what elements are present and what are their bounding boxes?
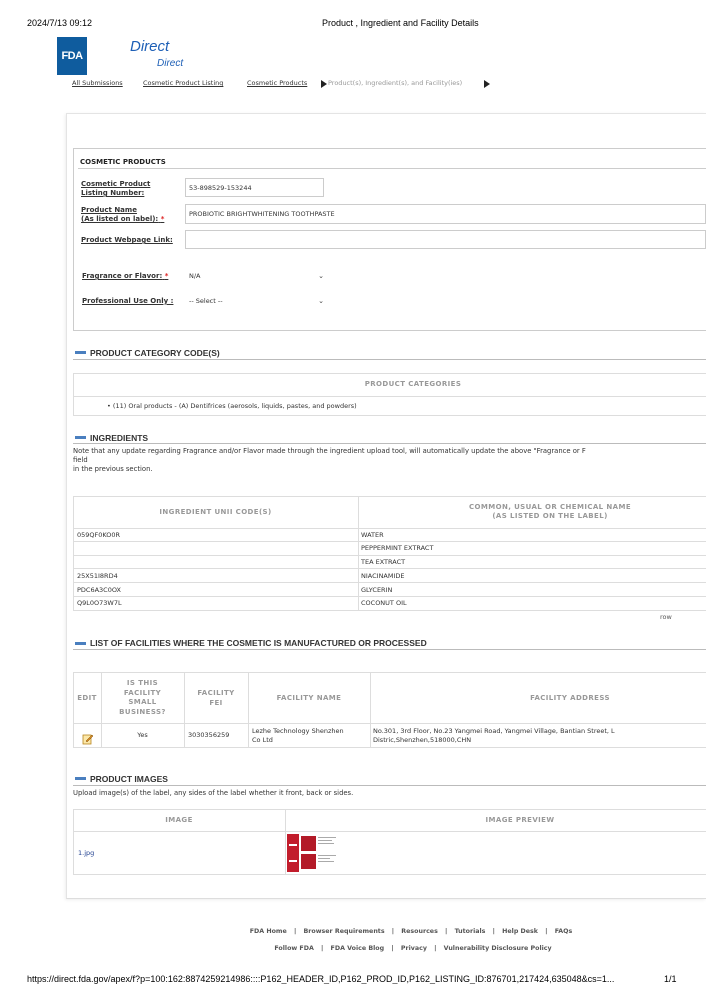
category-item: • (11) Oral products - (A) Dentifrices (aerosols, liquids, pastes, and powders) bbox=[107, 402, 357, 410]
ingredients-note-line2: field bbox=[73, 456, 88, 464]
chevron-down-icon: ⌄ bbox=[318, 272, 324, 280]
images-section-title: PRODUCT IMAGES bbox=[90, 774, 168, 784]
footer-link-faqs[interactable]: FAQs bbox=[554, 928, 573, 935]
edit-icon bbox=[82, 733, 94, 745]
footer-separator: | bbox=[321, 945, 324, 952]
facilities-name-header: FACILITY NAME bbox=[276, 694, 342, 702]
listing-number-label-line2: Listing Number: bbox=[81, 189, 145, 197]
images-header-divider bbox=[73, 831, 706, 832]
ingredient-row-divider bbox=[73, 596, 706, 597]
ingredient-unii: 25X51I8RD4 bbox=[77, 572, 118, 580]
facility-name-line2: Co Ltd bbox=[252, 736, 273, 744]
category-section-rule bbox=[73, 359, 706, 360]
image-file-link[interactable]: 1.jpg bbox=[78, 849, 95, 857]
ingredient-name: COCONUT OIL bbox=[361, 599, 407, 607]
fei-header-line1: FACILITY bbox=[197, 689, 235, 697]
facility-name-line1: Lezhe Technology Shenzhen bbox=[252, 727, 344, 735]
product-name-label-line2: (As listed on label): bbox=[81, 215, 159, 223]
footer-link-browser-requirements[interactable]: Browser Requirements bbox=[303, 928, 385, 935]
webpage-link-field[interactable] bbox=[185, 230, 706, 249]
ingredients-note-line1: Note that any update regarding Fragrance and/or Flavor made through the ingredient upload tool, will automatically update the above "Fragrance or F bbox=[73, 447, 586, 455]
ingredient-row-divider bbox=[73, 541, 706, 542]
facilities-col-divider bbox=[184, 672, 185, 748]
breadcrumb-cosmetic-products[interactable]: Cosmetic Products bbox=[247, 79, 308, 87]
footer-link-fda-home[interactable]: FDA Home bbox=[249, 928, 287, 935]
footer-separator: | bbox=[293, 928, 297, 935]
brand-title: Direct bbox=[130, 38, 170, 55]
cosmetic-divider bbox=[78, 168, 706, 169]
ingredients-name-header-line1: COMMON, USUAL OR CHEMICAL NAME bbox=[468, 503, 632, 511]
required-marker: * bbox=[160, 215, 165, 223]
facilities-small-business-header bbox=[101, 679, 184, 717]
images-note: Upload image(s) of the label, any sides of the label whether it front, back or sides. bbox=[73, 789, 354, 797]
facility-edit-button[interactable] bbox=[82, 730, 94, 749]
footer-link-voice-blog[interactable]: FDA Voice Blog bbox=[330, 945, 385, 952]
fragrance-label bbox=[82, 272, 168, 281]
professional-use-label: Professional Use Only : bbox=[82, 297, 174, 305]
facilities-section-rule bbox=[73, 649, 706, 650]
footer-link-resources[interactable]: Resources bbox=[401, 928, 438, 935]
print-url: https://direct.fda.gov/apex/f?p=100:162:8874259214986::::P162_HEADER_ID,P162_PROD_ID,P162_LISTING_ID:876701,217424,635048&cs=1... bbox=[27, 974, 615, 984]
ingredient-row-divider bbox=[73, 555, 706, 556]
footer-separator: | bbox=[545, 928, 548, 935]
ingredient-unii: 059QF0KO0R bbox=[77, 531, 121, 539]
chevron-down-icon: ⌄ bbox=[318, 297, 324, 305]
print-datetime: 2024/7/13 09:12 bbox=[27, 18, 93, 28]
footer-separator: | bbox=[445, 928, 448, 935]
small-business-header-line2: FACILITY bbox=[123, 688, 162, 697]
facilities-fei-header bbox=[184, 689, 248, 708]
ingredient-row-divider bbox=[73, 582, 706, 583]
facilities-col-divider bbox=[248, 672, 249, 748]
footer-link-follow-fda[interactable]: Follow FDA bbox=[274, 945, 314, 952]
product-name-label bbox=[81, 206, 164, 224]
ingredients-header-divider bbox=[73, 528, 706, 529]
ingredients-section-title: INGREDIENTS bbox=[90, 433, 149, 443]
breadcrumb-current: Product(s), Ingredient(s), and Facility(ies) bbox=[328, 79, 463, 87]
product-name-label-line1: Product Name bbox=[81, 206, 137, 214]
listing-number-field[interactable]: 53-898529-153244 bbox=[185, 178, 324, 197]
section-collapse-icon[interactable] bbox=[75, 436, 86, 439]
facility-small-business: Yes bbox=[137, 731, 148, 739]
breadcrumb-end-arrow-icon bbox=[484, 80, 490, 88]
ingredients-col-divider bbox=[358, 496, 359, 611]
ingredients-name-header bbox=[400, 503, 700, 521]
images-image-header: IMAGE bbox=[165, 816, 193, 824]
facilities-edit-header: EDIT bbox=[77, 694, 97, 702]
footer-separator: | bbox=[391, 928, 395, 935]
fda-logo[interactable]: FDA bbox=[57, 37, 87, 75]
ingredient-unii: Q9L0O73W7L bbox=[77, 599, 122, 607]
images-preview-header: IMAGE PREVIEW bbox=[485, 816, 555, 824]
facility-address-line2: Distric,Shenzhen,518000,CHN bbox=[373, 736, 472, 744]
breadcrumb-cosmetic-product-listing[interactable]: Cosmetic Product Listing bbox=[143, 79, 224, 87]
facility-name bbox=[252, 727, 344, 745]
fei-header-line2: FEI bbox=[209, 698, 223, 707]
footer-link-tutorials[interactable]: Tutorials bbox=[454, 928, 486, 935]
ingredient-name: GLYCERIN bbox=[361, 586, 393, 594]
ingredient-name: NIACINAMIDE bbox=[361, 572, 405, 580]
small-business-header-line4: BUSINESS? bbox=[119, 707, 166, 716]
ingredient-unii: PDC6A3C0OX bbox=[77, 586, 122, 594]
ingredients-pager[interactable]: row bbox=[660, 613, 672, 621]
category-section-title: PRODUCT CATEGORY CODE(S) bbox=[90, 348, 220, 358]
listing-number-label-line1: Cosmetic Product bbox=[81, 180, 151, 188]
ingredients-unii-header: INGREDIENT UNII CODE(S) bbox=[159, 508, 272, 516]
category-item-text: (11) Oral products - (A) Dentifrices (aerosols, liquids, pastes, and powders) bbox=[112, 402, 357, 410]
footer-separator: | bbox=[434, 945, 437, 952]
professional-use-select-value: -- Select -- bbox=[189, 297, 223, 305]
images-section-rule bbox=[73, 785, 706, 786]
footer-row-2 bbox=[0, 945, 706, 952]
fragrance-select[interactable] bbox=[186, 268, 324, 284]
footer-link-privacy[interactable]: Privacy bbox=[400, 945, 427, 952]
fragrance-select-value: N/A bbox=[189, 272, 201, 280]
footer-separator: | bbox=[492, 928, 495, 935]
image-preview-thumbnail[interactable] bbox=[287, 834, 339, 872]
ingredients-section-rule bbox=[73, 443, 706, 444]
small-business-header-line3: SMALL bbox=[128, 698, 157, 706]
ingredient-name: WATER bbox=[361, 531, 384, 539]
section-collapse-icon[interactable] bbox=[75, 777, 86, 780]
ingredient-name: PEPPERMINT EXTRACT bbox=[361, 544, 434, 552]
footer-row-1 bbox=[0, 928, 706, 935]
print-page-number: 1/1 bbox=[664, 974, 677, 984]
brand-subtitle: Direct bbox=[157, 58, 184, 69]
fragrance-label-text: Fragrance or Flavor: bbox=[82, 272, 163, 280]
breadcrumb-arrow-icon bbox=[321, 80, 327, 88]
facility-fei: 3030356259 bbox=[188, 731, 230, 739]
listing-number-label bbox=[81, 180, 150, 198]
facilities-header-divider bbox=[73, 723, 706, 724]
breadcrumb-all-submissions[interactable]: All Submissions bbox=[72, 79, 123, 87]
images-col-divider bbox=[285, 809, 286, 875]
facility-address bbox=[373, 727, 706, 745]
webpage-link-label: Product Webpage Link: bbox=[81, 236, 173, 244]
facilities-col-divider bbox=[370, 672, 371, 748]
facilities-address-header: FACILITY ADDRESS bbox=[530, 694, 610, 702]
section-collapse-icon[interactable] bbox=[75, 351, 86, 354]
facility-address-line1: No.301, 3rd Floor, No.23 Yangmei Road, Yangmei Village, Bantian Street, L bbox=[373, 727, 615, 735]
print-title: Product , Ingredient and Facility Details bbox=[322, 18, 479, 28]
ingredients-name-header-line2: (AS LISTED ON THE LABEL) bbox=[492, 512, 608, 520]
footer-separator: | bbox=[391, 945, 394, 952]
footer-link-help-desk[interactable]: Help Desk bbox=[502, 928, 538, 935]
facilities-section-title: LIST OF FACILITIES WHERE THE COSMETIC IS MANUFACTURED OR PROCESSED bbox=[90, 638, 427, 648]
required-marker: * bbox=[164, 272, 169, 280]
section-collapse-icon[interactable] bbox=[75, 642, 86, 645]
ingredients-note bbox=[73, 447, 706, 474]
ingredient-name: TEA EXTRACT bbox=[361, 558, 406, 566]
category-row-divider bbox=[73, 396, 706, 397]
small-business-header-line1: IS THIS bbox=[126, 679, 159, 687]
cosmetic-products-title: COSMETIC PRODUCTS bbox=[80, 158, 166, 166]
product-name-field[interactable]: PROBIOTIC BRIGHTWHITENING TOOTHPASTE bbox=[185, 204, 706, 224]
category-column-header: PRODUCT CATEGORIES bbox=[364, 380, 462, 388]
footer-link-vulnerability-policy[interactable]: Vulnerability Disclosure Policy bbox=[443, 945, 552, 952]
ingredients-note-line3: in the previous section. bbox=[73, 465, 153, 473]
ingredient-row-divider bbox=[73, 568, 706, 569]
product-label-image bbox=[287, 834, 339, 872]
professional-use-select[interactable] bbox=[186, 293, 324, 309]
